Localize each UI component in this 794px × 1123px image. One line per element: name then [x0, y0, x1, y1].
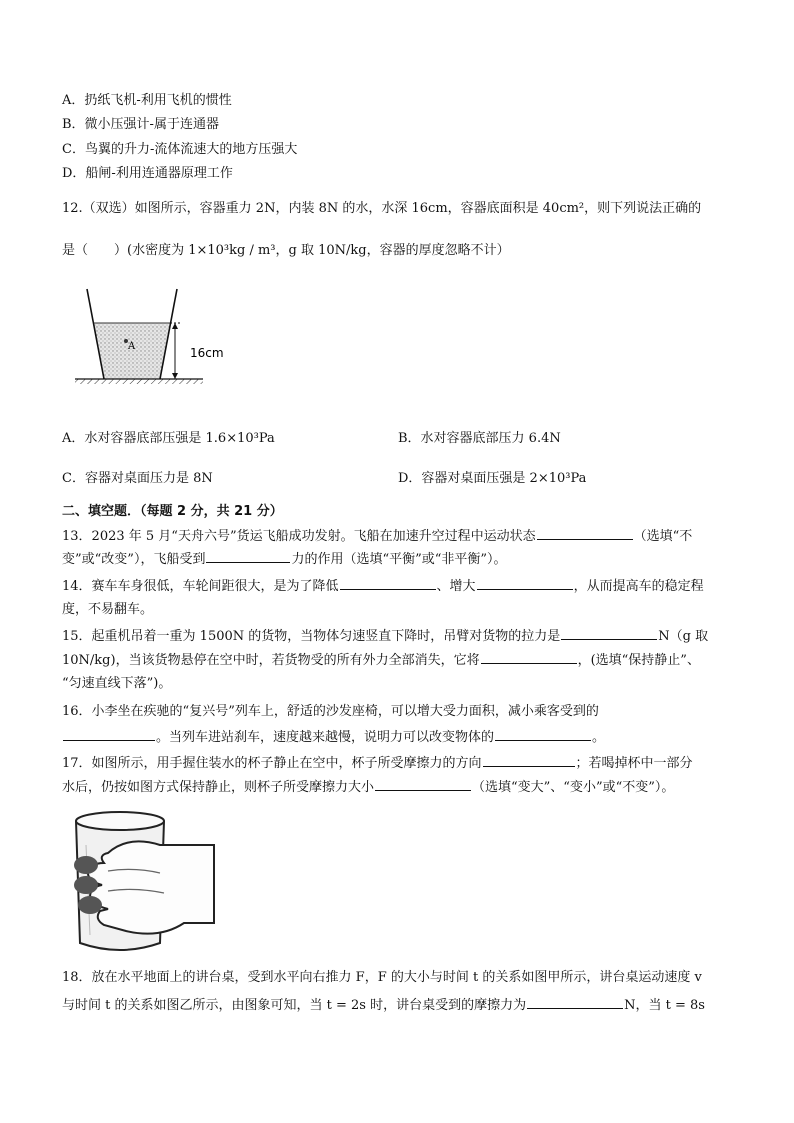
container-figure [72, 286, 252, 386]
q12-stem-line2: 是（ ）(水密度为 1×10³kg / m³，g 取 10N/kg，容器的厚度忽略不计） [62, 243, 510, 258]
answer-blank[interactable] [495, 728, 591, 741]
q13-line2: 变”或“改变”），飞船受到 力的作用（选填“平衡”或“非平衡”）。 [62, 552, 507, 567]
depth-label: 16cm [190, 346, 224, 360]
fingertip [74, 856, 98, 874]
point-a-label: A [128, 341, 136, 352]
answer-blank[interactable] [527, 996, 623, 1009]
answer-blank[interactable] [483, 754, 575, 767]
answer-blank[interactable] [481, 651, 577, 664]
q14-line2: 度，不易翻车。 [62, 602, 154, 617]
option-d-q12: D．容器对桌面压强是 2×10³Pa [398, 471, 587, 486]
q13-line1: 13．2023 年 5 月“天舟六号”货运飞船成功发射。飞船在加速升空过程中运动状态 （选填“不 [62, 529, 693, 544]
q15-line3: “匀速直线下落”)。 [62, 676, 172, 691]
cup-hand-figure [64, 805, 219, 957]
option-c-q12: C．容器对桌面压力是 8N [62, 471, 213, 486]
option-a-q11: A．扔纸飞机-利用飞机的惯性 [62, 93, 232, 108]
cup-rim [76, 812, 164, 830]
answer-blank[interactable] [63, 728, 155, 741]
option-c-q11: C．鸟翼的升力-流体流速大的地方压强大 [62, 142, 298, 157]
table-surface [75, 379, 203, 384]
q14-line1: 14．赛车车身很低，车轮间距很大，是为了降低 、增大 ，从而提高车的稳定程 [62, 579, 704, 594]
q15-line2: 10N/kg)，当该货物悬停在空中时，若货物受的所有外力全部消失，它将 ，(选填“保持静止”、 [62, 653, 700, 668]
answer-blank[interactable] [375, 778, 471, 791]
q16-line2: 。当列车进站刹车，速度越来越慢，说明力可以改变物体的 。 [62, 728, 605, 747]
section-title: 二、填空题．（每题 2 分，共 21 分） [62, 504, 283, 519]
answer-blank[interactable] [340, 577, 436, 590]
fingertip [74, 876, 98, 894]
q16-line1: 16．小李坐在疾驰的“复兴号”列车上，舒适的沙发座椅，可以增大受力面积，减小乘客受到的 [62, 704, 599, 719]
option-b-q11: B．微小压强计-属于连通器 [62, 117, 219, 132]
q15-line1: 15．起重机吊着一重为 1500N 的货物，当物体匀速竖直下降时，吊臂对货物的拉力是 N（g 取 [62, 629, 709, 644]
answer-blank[interactable] [206, 550, 290, 563]
answer-blank[interactable] [477, 577, 573, 590]
q18-line1: 18．放在水平地面上的讲台桌，受到水平向右推力 F，F 的大小与时间 t 的关系如图甲所示，讲台桌运动速度 v [62, 970, 702, 985]
option-d-q11: D．船闸-利用连通器原理工作 [62, 166, 233, 181]
hand-shape [88, 841, 214, 933]
q12-stem-line1: 12.（双选）如图所示，容器重力 2N，内装 8N 的水，水深 16cm，容器底面积是 40cm²，则下列说法正确的 [62, 201, 702, 216]
q17-line1: 17．如图所示，用手握住装水的杯子静止在空中，杯子所受摩擦力的方向 ；若喝掉杯中一部分 [62, 756, 693, 771]
answer-blank[interactable] [537, 527, 633, 540]
q18-line2: 与时间 t 的关系如图乙所示，由图象可知，当 t = 2s 时，讲台桌受到的摩擦力为 N，当 t = 8s [62, 998, 705, 1013]
q17-line2: 水后，仍按如图方式保持静止，则杯子所受摩擦力大小 （选填“变大”、“变小”或“不变”）。 [62, 780, 675, 795]
option-a-q12: A．水对容器底部压强是 1.6×10³Pa [62, 431, 275, 446]
option-b-q12: B．水对容器底部压力 6.4N [398, 431, 561, 446]
fingertip [78, 896, 102, 914]
answer-blank[interactable] [561, 627, 657, 640]
